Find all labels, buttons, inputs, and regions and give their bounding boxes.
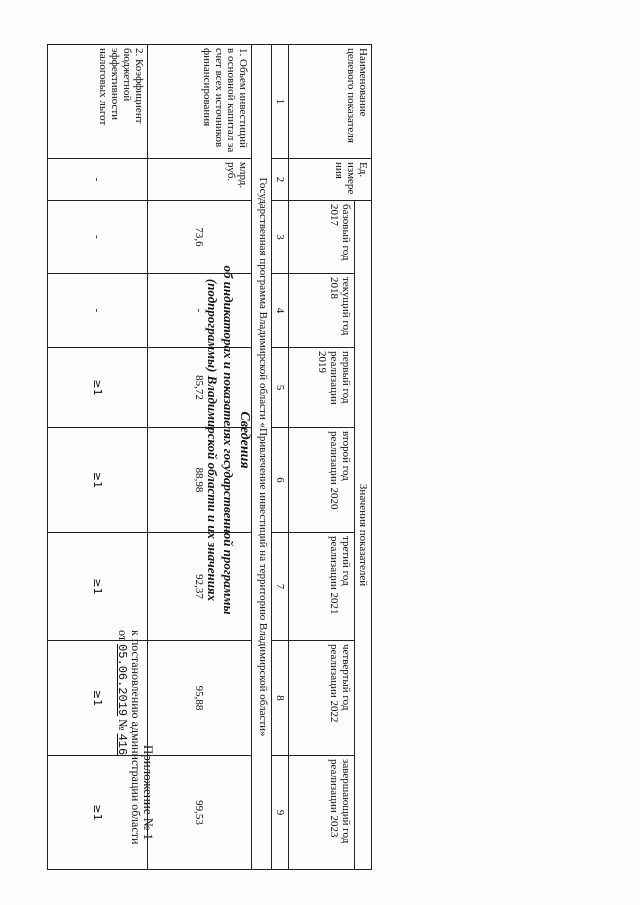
header-year: второй год реализации 2020 bbox=[289, 428, 355, 533]
resolution-number: 416 bbox=[115, 733, 129, 756]
header-year: базовый год 2017 bbox=[289, 201, 355, 274]
indicator-value: 99,53 bbox=[148, 756, 252, 870]
header-row-1 bbox=[355, 45, 372, 870]
title-line-3: (подпрограммы) Владимирской области и их значениях bbox=[205, 278, 220, 602]
indicator-value: 92,37 bbox=[148, 533, 252, 641]
indicators-table bbox=[47, 44, 372, 870]
appendix-reference: к постановлению администрации области bbox=[129, 630, 143, 845]
indicator-value: - bbox=[148, 274, 252, 348]
header-values: Значения показателей bbox=[355, 201, 372, 870]
table-row bbox=[48, 45, 148, 870]
indicator-value: ≥1 bbox=[48, 641, 148, 756]
indicator-unit: млрд. руб. bbox=[148, 159, 252, 201]
program-row bbox=[252, 45, 272, 870]
indicator-unit: - bbox=[48, 159, 148, 201]
header-year: завершающий год реализации 2023 bbox=[289, 756, 355, 870]
header-year: третий год реализации 2021 bbox=[289, 533, 355, 641]
indicator-value: ≥1 bbox=[48, 756, 148, 870]
column-number: 2 bbox=[272, 159, 289, 201]
number-sign: № bbox=[116, 719, 130, 731]
appendix-number: Приложение № 1 bbox=[141, 744, 156, 840]
indicator-value: 95,88 bbox=[148, 641, 252, 756]
header-year: четвертый год реализации 2022 bbox=[289, 641, 355, 756]
column-number: 3 bbox=[272, 201, 289, 274]
indicator-name: 1. Объем инвестиций в основной капитал за счет всех источников финансирования bbox=[148, 45, 252, 159]
indicator-value: - bbox=[48, 201, 148, 274]
indicator-value: ≥1 bbox=[48, 348, 148, 428]
column-number: 1 bbox=[272, 45, 289, 159]
column-number: 9 bbox=[272, 756, 289, 870]
column-number: 8 bbox=[272, 641, 289, 756]
from-label: от bbox=[116, 630, 130, 642]
title-line-1: Сведения bbox=[237, 411, 252, 469]
indicator-value: ≥1 bbox=[48, 533, 148, 641]
resolution-date: 05.06.2019 bbox=[115, 644, 129, 717]
indicator-value: 85,72 bbox=[148, 348, 252, 428]
title-line-2: об индикаторах и показателях государственной программы bbox=[221, 265, 236, 615]
column-number: 7 bbox=[272, 533, 289, 641]
indicator-value: 73,6 bbox=[148, 201, 252, 274]
program-title: Государственная программа Владимирской области «Привлечение инвестиций на территорию Владимирской области» bbox=[252, 45, 272, 870]
indicator-value: ≥1 bbox=[48, 428, 148, 533]
header-name: Наименование целевого показателя bbox=[289, 45, 372, 159]
indicator-value: - bbox=[48, 274, 148, 348]
column-number: 4 bbox=[272, 274, 289, 348]
table-row bbox=[148, 45, 252, 870]
column-number-row bbox=[272, 45, 289, 870]
indicator-value: 88,98 bbox=[148, 428, 252, 533]
header-year: первый год реализации 2019 bbox=[289, 348, 355, 428]
indicator-name: 2. Коэффициент бюджетной эффективности налоговых льгот bbox=[48, 45, 148, 159]
column-number: 5 bbox=[272, 348, 289, 428]
column-number: 6 bbox=[272, 428, 289, 533]
header-year: текущий год 2018 bbox=[289, 274, 355, 348]
header-unit: Ед. измере ния bbox=[289, 159, 372, 201]
